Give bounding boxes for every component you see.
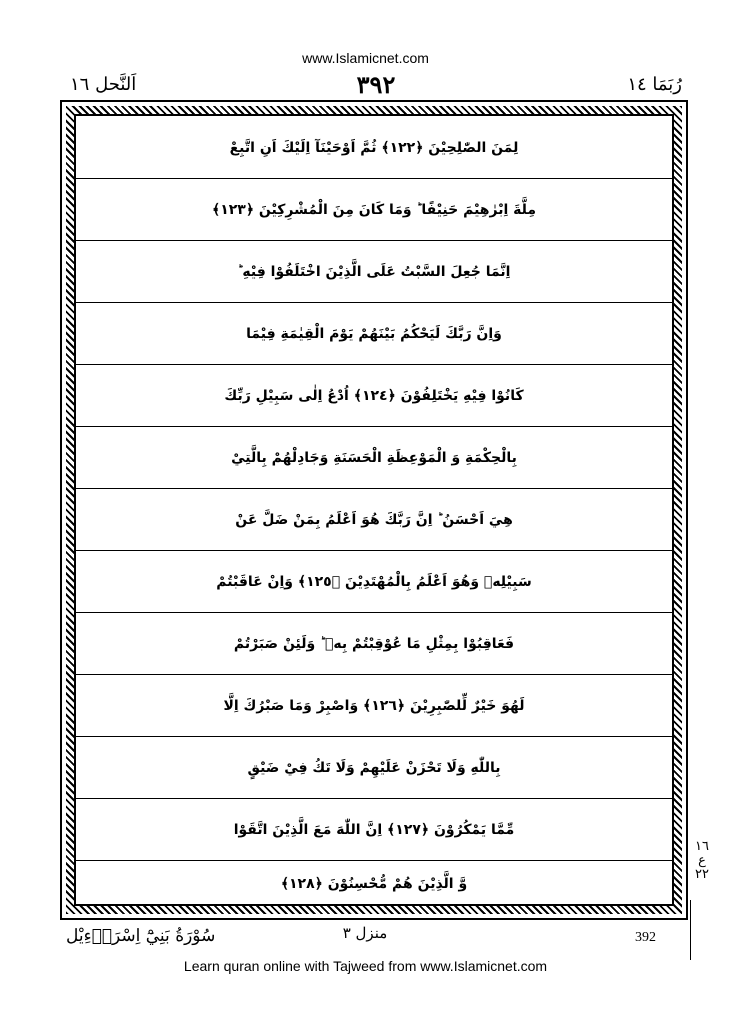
next-surah-name: سُوْرَةُ بَنِيْٓ اِسْرَاۤءِيْل [66,926,216,946]
footer-caption: Learn quran online with Tajweed from www.Islamicnet.com [183,958,548,974]
page-number: 392 [635,930,656,945]
ayah-line: مِلَّةَ اِبْرٰهِيْمَ حَنِيْفًا ؕ وَمَا كَانَ مِنَ الْمُشْرِكِيْنَ ﴿١٢٣﴾ [211,202,537,218]
ayah-line: اِنَّمَا جُعِلَ السَّبْتُ عَلَى الَّذِيْنَ اخْتَلَفُوْا فِيْهِ ؕ [237,264,511,280]
line-divider [76,550,672,551]
line-divider [76,674,672,675]
ayah-line: وَّ الَّذِيْنَ هُمْ مُّحْسِنُوْنَ ﴿١٢٨﴾ [280,876,468,892]
surah-name: اَلنَّحل ١٦ [70,74,137,95]
manzil-label: منزل ٣ [342,924,388,942]
site-url: www.Islamicnet.com [302,50,429,66]
line-divider [76,302,672,303]
ayah-line: بِالْحِكْمَةِ وَ الْمَوْعِظَةِ الْحَسَنَةِ وَجَادِلْهُمْ بِالَّتِيْ [231,450,517,466]
line-divider [76,488,672,489]
page-header [70,72,682,102]
ruku-number-bottom: ٢٢ [695,867,709,882]
line-divider [76,736,672,737]
ayah-line: سَبِيْلِهٖ وَهُوَ اَعْلَمُ بِالْمُهْتَدِيْنَ ﴿١٢٥﴾ وَاِنْ عَاقَبْتُمْ [216,574,532,590]
ayah-line: وَاِنَّ رَبَّكَ لَيَحْكُمُ بَيْنَهُمْ يَوْمَ الْقِيٰمَةِ فِيْمَا [246,326,502,342]
ayah-line: مِّمَّا يَمْكُرُوْنَ ﴿١٢٧﴾ اِنَّ اللّٰهَ مَعَ الَّذِيْنَ اتَّقَوْا [233,822,515,838]
juz-name: رُبَمَا ١٤ [627,74,682,95]
ayah-line: لِمَنَ الصّٰلِحِيْنَ ﴿١٢٢﴾ ثُمَّ اَوْحَيْنَآ اِلَيْكَ اَنِ اتَّبِعْ [229,140,519,156]
margin-rule [690,900,691,960]
ayah-line: هِيَ اَحْسَنُ ؕ اِنَّ رَبَّكَ هُوَ اَعْلَمُ بِمَنْ ضَلَّ عَنْ [235,512,513,528]
page-frame [60,100,688,920]
line-divider [76,240,672,241]
ruku-sign: ع [698,853,706,868]
ayah-line: لَهُوَ خَيْرٌ لِّلصّٰبِرِيْنَ ﴿١٢٦﴾ وَاصْبِرْ وَمَا صَبْرُكَ اِلَّا [223,698,525,714]
quran-text-area [74,114,674,906]
page-number-arabic: ٣٩٢ [356,70,396,99]
ayah-line: كَانُوْا فِيْهِ يَخْتَلِفُوْنَ ﴿١٢٤﴾ اُدْعُ اِلٰى سَبِيْلِ رَبِّكَ [224,388,524,404]
line-divider [76,178,672,179]
line-divider [76,426,672,427]
line-divider [76,798,672,799]
line-divider [76,364,672,365]
ayah-line: بِاللّٰهِ وَلَا تَحْزَنْ عَلَيْهِمْ وَلَا تَكُ فِيْ ضَيْقٍ [247,760,501,776]
ayah-line: فَعَاقِبُوْا بِمِثْلِ مَا عُوْقِبْتُمْ بِهٖ ؕ وَلَئِنْ صَبَرْتُمْ [233,636,515,652]
line-divider [76,612,672,613]
ruku-number-top: ١٦ [695,839,709,854]
ruku-marker [692,840,712,882]
